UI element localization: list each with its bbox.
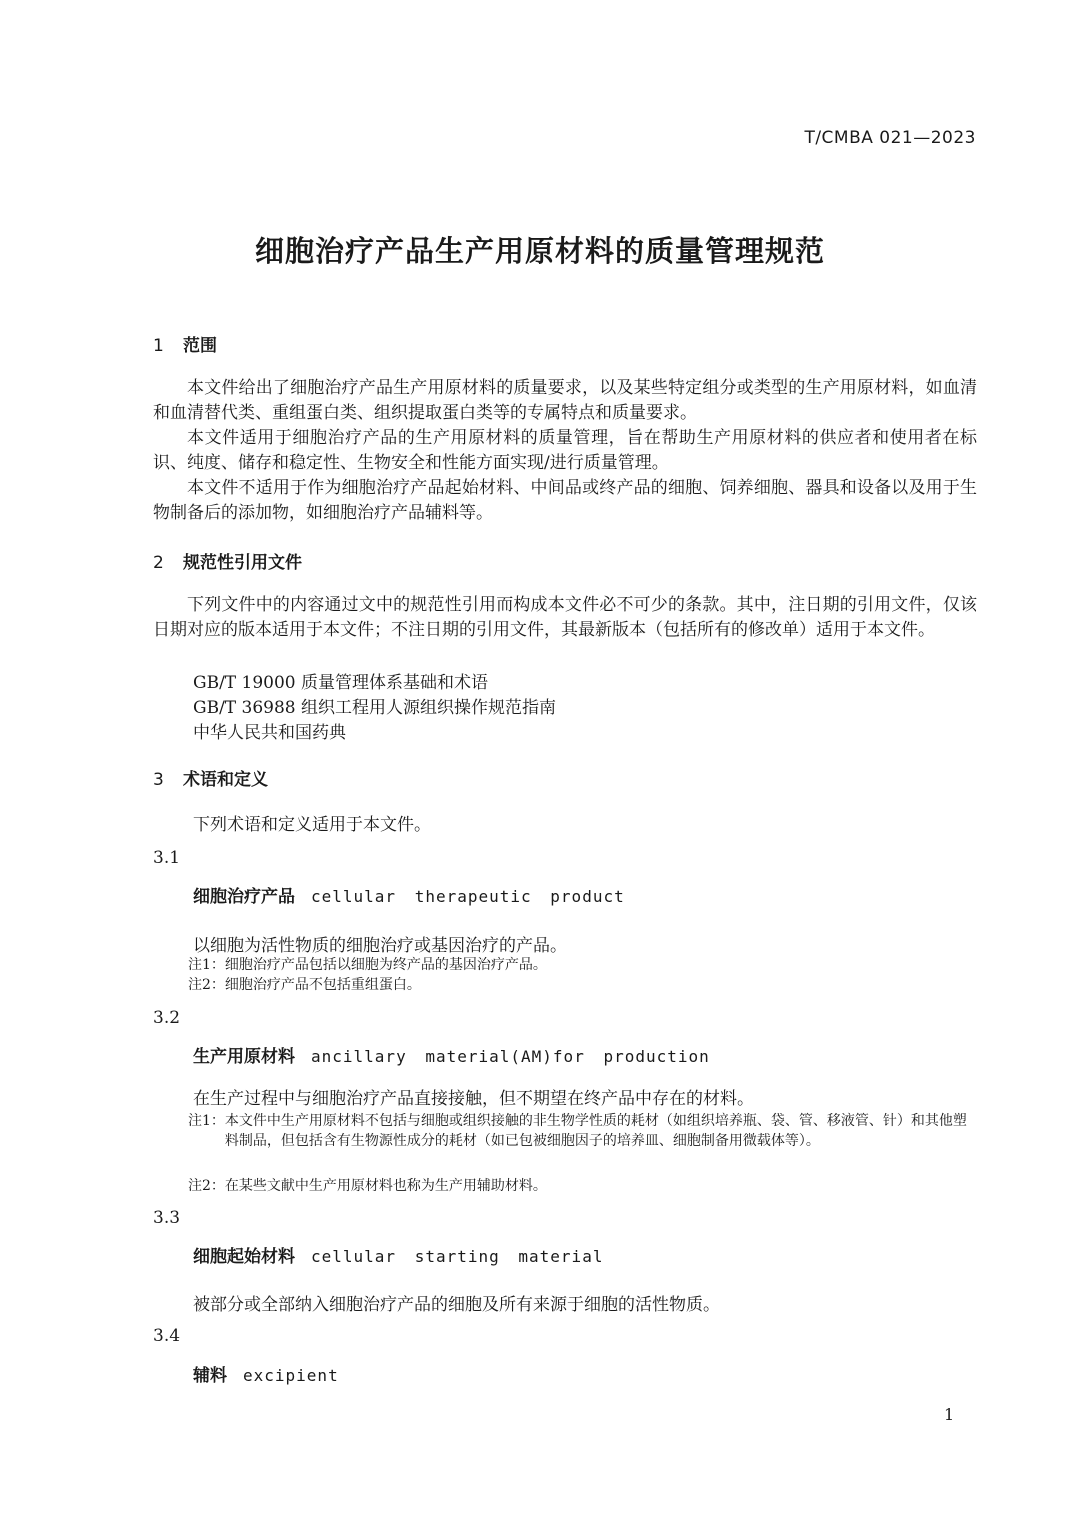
section-2-intro — [153, 593, 977, 643]
term-number: 3.4 — [153, 1326, 181, 1346]
section-1-body — [153, 376, 977, 526]
term-name-zh: 辅料 — [193, 1366, 227, 1386]
term-name-en: cellular therapeutic product — [311, 887, 625, 906]
term-number: 3.1 — [153, 848, 181, 868]
term-title — [193, 1242, 603, 1267]
section-3-intro: 下列术语和定义适用于本文件。 — [193, 815, 431, 835]
reference-item: 中华人民共和国药典 — [193, 723, 346, 743]
term-name-en: cellular starting material — [311, 1247, 604, 1266]
term-note — [188, 955, 547, 975]
reference-item: GB/T 36988 组织工程用人源组织操作规范指南 — [193, 698, 557, 718]
section-title: 规范性引用文件 — [183, 553, 302, 573]
section-3-heading — [153, 765, 268, 790]
paragraph: 下列文件中的内容通过文中的规范性引用而构成本文件必不可少的条款。其中，注日期的引用文件，仅该日期对应的版本适用于本文件；不注日期的引用文件，其最新版本（包括所有的修改单）适用于本文件。 — [153, 595, 977, 640]
note-text: 细胞治疗产品不包括重组蛋白。 — [224, 977, 421, 993]
term-definition: 被部分或全部纳入细胞治疗产品的细胞及所有来源于细胞的活性物质。 — [193, 1295, 720, 1315]
term-title — [193, 1361, 339, 1386]
section-number: 2 — [153, 553, 164, 573]
section-number: 3 — [153, 770, 164, 790]
term-name-en: ancillary material(AM)for production — [311, 1047, 710, 1066]
note-text: 在某些文献中生产用原材料也称为生产用辅助材料。 — [224, 1178, 547, 1194]
reference-item: GB/T 19000 质量管理体系基础和术语 — [193, 673, 489, 693]
term-note — [188, 1111, 978, 1151]
term-title — [193, 1042, 710, 1067]
note-label: 注1： — [188, 957, 225, 973]
term-name-zh: 生产用原材料 — [193, 1047, 295, 1067]
note-label: 注2： — [188, 977, 225, 993]
term-name-zh: 细胞治疗产品 — [193, 887, 295, 907]
term-definition: 在生产过程中与细胞治疗产品直接接触，但不期望在终产品中存在的材料。 — [193, 1089, 754, 1109]
term-note — [188, 1176, 547, 1196]
document-title: 细胞治疗产品生产用原材料的质量管理规范 — [254, 234, 825, 268]
page-number: 1 — [944, 1405, 955, 1424]
paragraph: 本文件不适用于作为细胞治疗产品起始材料、中间品或终产品的细胞、饲养细胞、器具和设备以及用于生物制备后的添加物，如细胞治疗产品辅料等。 — [153, 478, 977, 523]
term-note — [188, 975, 421, 995]
section-title: 范围 — [183, 336, 217, 356]
note-label: 注1： — [188, 1113, 225, 1129]
section-2-heading — [153, 548, 302, 573]
section-1-heading — [153, 331, 217, 356]
paragraph: 本文件适用于细胞治疗产品的生产用原材料的质量管理，旨在帮助生产用原材料的供应者和使用者在标识、纯度、储存和稳定性、生物安全和性能方面实现/进行质量管理。 — [153, 428, 977, 473]
paragraph: 本文件给出了细胞治疗产品生产用原材料的质量要求，以及某些特定组分或类型的生产用原材料，如血清和血清替代类、重组蛋白类、组织提取蛋白类等的专属特点和质量要求。 — [153, 378, 977, 423]
term-number: 3.3 — [153, 1208, 181, 1228]
term-name-zh: 细胞起始材料 — [193, 1247, 295, 1267]
section-number: 1 — [153, 336, 164, 356]
term-definition: 以细胞为活性物质的细胞治疗或基因治疗的产品。 — [193, 936, 567, 956]
term-title — [193, 882, 625, 907]
section-title: 术语和定义 — [183, 770, 268, 790]
term-name-en: excipient — [243, 1366, 339, 1385]
term-number: 3.2 — [153, 1008, 181, 1028]
note-label: 注2： — [188, 1178, 225, 1194]
note-text: 本文件中生产用原材料不包括与细胞或组织接触的非生物学性质的耗材（如组织培养瓶、袋、管、移液管、针）和其他塑料制品，但包括含有生物源性成分的耗材（如已包被细胞因子的培养皿、细胞制备用微载体等）。 — [224, 1113, 967, 1149]
standard-code: T/CMBA 021—2023 — [804, 128, 976, 148]
note-text: 细胞治疗产品包括以细胞为终产品的基因治疗产品。 — [224, 957, 547, 973]
